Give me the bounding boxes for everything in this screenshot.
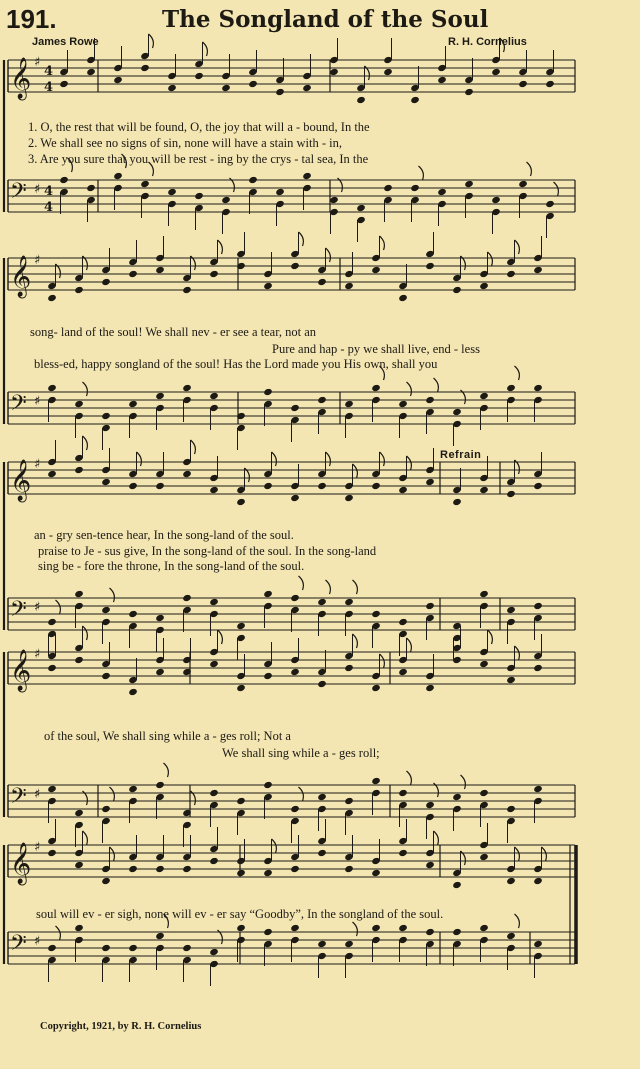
notehead — [317, 793, 327, 801]
notehead — [398, 294, 408, 302]
note-flag — [380, 236, 385, 250]
notehead — [248, 176, 258, 184]
note-flag — [434, 831, 439, 845]
notehead — [344, 598, 354, 606]
notehead — [128, 785, 138, 793]
notehead — [47, 849, 57, 857]
notehead — [290, 865, 300, 873]
clef-symbol: 𝄞 — [10, 650, 32, 691]
notehead — [263, 482, 273, 490]
note-flag — [272, 839, 277, 853]
notehead — [506, 606, 516, 614]
hymn-number: 191. — [6, 4, 57, 34]
note-flag — [407, 456, 412, 470]
notehead — [491, 68, 501, 76]
notehead — [479, 486, 489, 494]
note-flag — [299, 576, 304, 590]
notehead — [74, 861, 84, 869]
note-flag — [461, 775, 466, 789]
notehead — [128, 400, 138, 408]
notehead — [317, 278, 327, 286]
notehead — [464, 180, 474, 188]
clef-symbol: 𝄞 — [10, 256, 32, 297]
notehead — [47, 944, 57, 952]
refrain-label: Refrain — [440, 449, 482, 461]
note-flag — [515, 646, 520, 660]
note-flag — [110, 588, 115, 602]
note-flag — [164, 763, 169, 777]
notehead — [410, 184, 420, 192]
notehead — [221, 84, 231, 92]
notehead — [101, 877, 111, 885]
note-flag — [203, 42, 208, 56]
notehead — [344, 400, 354, 408]
notehead — [545, 80, 555, 88]
note-flag — [353, 634, 358, 648]
note-flag — [407, 771, 412, 785]
time-signature: 4 — [44, 200, 54, 215]
notehead — [236, 797, 246, 805]
note-flag — [56, 926, 61, 940]
notehead — [518, 80, 528, 88]
notehead — [128, 688, 138, 696]
note-flag — [515, 914, 520, 928]
notehead — [128, 944, 138, 952]
notehead — [290, 404, 300, 412]
notehead — [425, 262, 435, 270]
notehead — [47, 384, 57, 392]
key-signature: ♯ — [34, 840, 41, 855]
notehead — [182, 944, 192, 952]
notehead — [263, 590, 273, 598]
verse-2-line-1: 2. We shall see no signs of sin, none will have a stain with - in, — [28, 136, 342, 150]
notehead — [344, 664, 354, 672]
notehead — [425, 684, 435, 692]
notehead — [317, 849, 327, 857]
composer-credit: R. H. Cornelius — [448, 36, 527, 48]
notehead — [506, 384, 516, 392]
notehead — [155, 668, 165, 676]
notehead — [194, 72, 204, 80]
note-flag — [83, 831, 88, 845]
notehead — [101, 278, 111, 286]
notehead — [317, 482, 327, 490]
note-flag — [554, 182, 559, 196]
key-signature: ♯ — [34, 787, 41, 802]
note-flag — [83, 626, 88, 640]
notehead — [236, 684, 246, 692]
notehead — [452, 793, 462, 801]
notehead — [506, 932, 516, 940]
notehead — [209, 789, 219, 797]
note-flag — [326, 248, 331, 262]
notehead — [344, 865, 354, 873]
notehead — [128, 270, 138, 278]
note-flag — [419, 166, 424, 180]
notehead — [167, 84, 177, 92]
notehead — [47, 785, 57, 793]
key-signature: ♯ — [34, 55, 41, 70]
notehead — [506, 877, 516, 885]
notehead — [155, 781, 165, 789]
notehead — [479, 282, 489, 290]
copyright-notice: Copyright, 1921, by R. H. Cornelius — [40, 1021, 202, 1032]
notehead — [236, 924, 246, 932]
notehead — [371, 610, 381, 618]
notehead — [425, 396, 435, 404]
notehead — [410, 96, 420, 104]
notehead — [155, 865, 165, 873]
notehead — [155, 482, 165, 490]
notehead — [344, 282, 354, 290]
notehead — [533, 482, 543, 490]
time-signature: 4 — [44, 80, 54, 95]
note-flag — [407, 638, 412, 652]
notehead — [155, 266, 165, 274]
note-flag — [137, 452, 142, 466]
notehead — [209, 392, 219, 400]
notehead — [182, 470, 192, 478]
notehead — [128, 482, 138, 490]
notehead — [74, 924, 84, 932]
notehead — [290, 262, 300, 270]
notehead — [128, 865, 138, 873]
notehead — [236, 498, 246, 506]
notehead — [317, 598, 327, 606]
verse-3-line-3: sing be - fore the throne, In the song-land of the soul. — [38, 559, 305, 573]
notehead — [155, 392, 165, 400]
notehead — [371, 924, 381, 932]
notehead — [182, 594, 192, 602]
notehead — [518, 180, 528, 188]
time-signature: 4 — [44, 64, 54, 79]
notehead — [182, 286, 192, 294]
notehead — [74, 809, 84, 817]
note-flag — [515, 240, 520, 254]
notehead — [533, 384, 543, 392]
verse-2-line-3: praise to Je - sus give, In the song-land of the soul. In the song-land — [38, 544, 377, 558]
note-flag — [353, 922, 358, 936]
notehead — [101, 805, 111, 813]
notehead — [290, 594, 300, 602]
notehead — [479, 789, 489, 797]
notehead — [425, 801, 435, 809]
notehead — [86, 68, 96, 76]
notehead — [263, 388, 273, 396]
notehead — [263, 672, 273, 680]
verse-3-line-1: 3. Are you sure that you will be rest - ing by the crys - tal sea, In the — [28, 152, 369, 166]
key-signature: ♯ — [34, 182, 41, 197]
note-flag — [515, 366, 520, 380]
notehead — [533, 602, 543, 610]
note-flag — [149, 34, 154, 48]
notehead — [371, 869, 381, 877]
notehead — [47, 664, 57, 672]
notehead — [329, 196, 339, 204]
notehead — [479, 924, 489, 932]
notehead — [236, 869, 246, 877]
refrain-line-2: soul will ev - er sigh, none will ev - er say “Goodby”, In the songland of the soul. — [36, 907, 444, 921]
notehead — [383, 184, 393, 192]
clef-symbol: 𝄞 — [10, 843, 32, 884]
notehead — [533, 940, 543, 948]
notehead — [128, 610, 138, 618]
notehead — [140, 64, 150, 72]
note-flag — [218, 240, 223, 254]
note-flag — [542, 847, 547, 861]
notehead — [533, 877, 543, 885]
notehead — [209, 857, 219, 865]
notehead — [437, 188, 447, 196]
notehead — [263, 869, 273, 877]
notehead — [209, 270, 219, 278]
notehead — [425, 478, 435, 486]
notehead — [302, 172, 312, 180]
key-signature: ♯ — [34, 647, 41, 662]
notehead — [479, 590, 489, 598]
note-flag — [380, 452, 385, 466]
notehead — [155, 614, 165, 622]
note-flag — [326, 452, 331, 466]
notehead — [74, 466, 84, 474]
notehead — [101, 478, 111, 486]
notehead — [317, 680, 327, 688]
note-flag — [299, 787, 304, 801]
notehead — [479, 853, 489, 861]
notehead — [437, 76, 447, 84]
notehead — [74, 590, 84, 598]
notehead — [425, 602, 435, 610]
notehead — [479, 660, 489, 668]
notehead — [398, 849, 408, 857]
notehead — [506, 270, 516, 278]
notehead — [398, 924, 408, 932]
key-signature: ♯ — [34, 457, 41, 472]
note-flag — [110, 787, 115, 801]
notehead — [290, 805, 300, 813]
note-flag — [272, 452, 277, 466]
clef-symbol: 𝄞 — [10, 460, 32, 501]
notehead — [275, 188, 285, 196]
note-flag — [299, 232, 304, 246]
notehead — [194, 192, 204, 200]
notehead — [344, 797, 354, 805]
notehead — [371, 777, 381, 785]
notehead — [47, 618, 57, 626]
notehead — [167, 188, 177, 196]
notehead — [263, 282, 273, 290]
notehead — [452, 498, 462, 506]
clef-symbol: 𝄢 — [10, 179, 27, 209]
notehead — [452, 408, 462, 416]
notehead — [236, 622, 246, 630]
verse-1-line-1: 1. O, the rest that will be found, O, the joy that will a - bound, In the — [28, 120, 370, 134]
notehead — [290, 668, 300, 676]
notehead — [317, 396, 327, 404]
notehead — [248, 80, 258, 88]
lyricist-credit: James Rowe — [32, 36, 99, 48]
notehead — [506, 805, 516, 813]
notehead — [356, 204, 366, 212]
notehead — [209, 598, 219, 606]
note-flag — [83, 382, 88, 396]
note-flag — [218, 630, 223, 644]
notehead — [371, 684, 381, 692]
notehead — [344, 940, 354, 948]
notehead — [209, 660, 219, 668]
notehead — [398, 400, 408, 408]
notehead — [356, 96, 366, 104]
notehead — [209, 486, 219, 494]
notehead — [263, 928, 273, 936]
notehead — [74, 656, 84, 664]
notehead — [113, 76, 123, 84]
note-flag — [407, 382, 412, 396]
notehead — [533, 664, 543, 672]
verse-3-line-2: bless-ed, happy songland of the soul! Has the Lord made you His own, shall you — [34, 357, 438, 371]
notehead — [506, 490, 516, 498]
note-flag — [527, 162, 532, 176]
note-flag — [110, 847, 115, 861]
notehead — [182, 384, 192, 392]
notehead — [59, 80, 69, 88]
note-flag — [191, 440, 196, 454]
notehead — [101, 672, 111, 680]
notehead — [371, 266, 381, 274]
key-signature: ♯ — [34, 600, 41, 615]
note-flag — [326, 580, 331, 594]
clef-symbol: 𝄢 — [10, 391, 27, 421]
notehead — [101, 606, 111, 614]
notehead — [263, 781, 273, 789]
clef-symbol: 𝄞 — [10, 58, 32, 99]
notehead — [182, 865, 192, 873]
notehead — [329, 68, 339, 76]
notehead — [533, 266, 543, 274]
notehead — [398, 486, 408, 494]
notehead — [290, 924, 300, 932]
notehead — [47, 294, 57, 302]
note-flag — [434, 378, 439, 392]
clef-symbol: 𝄢 — [10, 597, 27, 627]
note-flag — [56, 600, 61, 614]
notehead — [545, 200, 555, 208]
notehead — [371, 384, 381, 392]
notehead — [506, 676, 516, 684]
notehead — [479, 392, 489, 400]
notehead — [533, 785, 543, 793]
note-flag — [488, 630, 493, 644]
note-flag — [380, 654, 385, 668]
note-flag — [353, 580, 358, 594]
notehead — [398, 789, 408, 797]
note-flag — [488, 252, 493, 266]
key-signature: ♯ — [34, 253, 41, 268]
notehead — [317, 940, 327, 948]
notehead — [344, 494, 354, 502]
time-signature: 4 — [44, 184, 54, 199]
notehead — [302, 84, 312, 92]
notehead — [74, 400, 84, 408]
notehead — [452, 286, 462, 294]
notehead — [464, 88, 474, 96]
notehead — [101, 944, 111, 952]
notehead — [86, 184, 96, 192]
notehead — [371, 482, 381, 490]
note-flag — [83, 436, 88, 450]
refrain-line-1-alto: We shall sing while a - ges roll; — [222, 746, 380, 760]
notehead — [452, 928, 462, 936]
refrain-line-1: of the soul, We shall sing while a - ges roll; Not a — [44, 729, 291, 743]
notehead — [59, 176, 69, 184]
verse-1-line-3: an - gry sen-tence hear, In the song-land of the soul. — [34, 528, 294, 542]
verse-1-line-2: song- land of the soul! We shall nev - er see a tear, not an — [30, 325, 317, 339]
key-signature: ♯ — [34, 934, 41, 949]
clef-symbol: 𝄢 — [10, 784, 27, 814]
notehead — [101, 412, 111, 420]
notehead — [398, 618, 408, 626]
note-flag — [500, 38, 505, 52]
notehead — [452, 881, 462, 889]
clef-symbol: 𝄢 — [10, 931, 27, 961]
notehead — [155, 932, 165, 940]
hymn-title: The Songland of the Soul — [162, 6, 489, 33]
notehead — [47, 470, 57, 478]
notehead — [491, 196, 501, 204]
notehead — [209, 948, 219, 956]
notehead — [113, 172, 123, 180]
notehead — [290, 494, 300, 502]
note-flag — [353, 464, 358, 478]
note-flag — [515, 847, 520, 861]
notehead — [221, 196, 231, 204]
notehead — [275, 88, 285, 96]
key-signature: ♯ — [34, 394, 41, 409]
verse-2-line-2: Pure and hap - py we shall live, end - less — [272, 342, 480, 356]
notehead — [140, 180, 150, 188]
notehead — [398, 668, 408, 676]
notehead — [425, 861, 435, 869]
notehead — [74, 286, 84, 294]
notehead — [425, 928, 435, 936]
notehead — [383, 68, 393, 76]
